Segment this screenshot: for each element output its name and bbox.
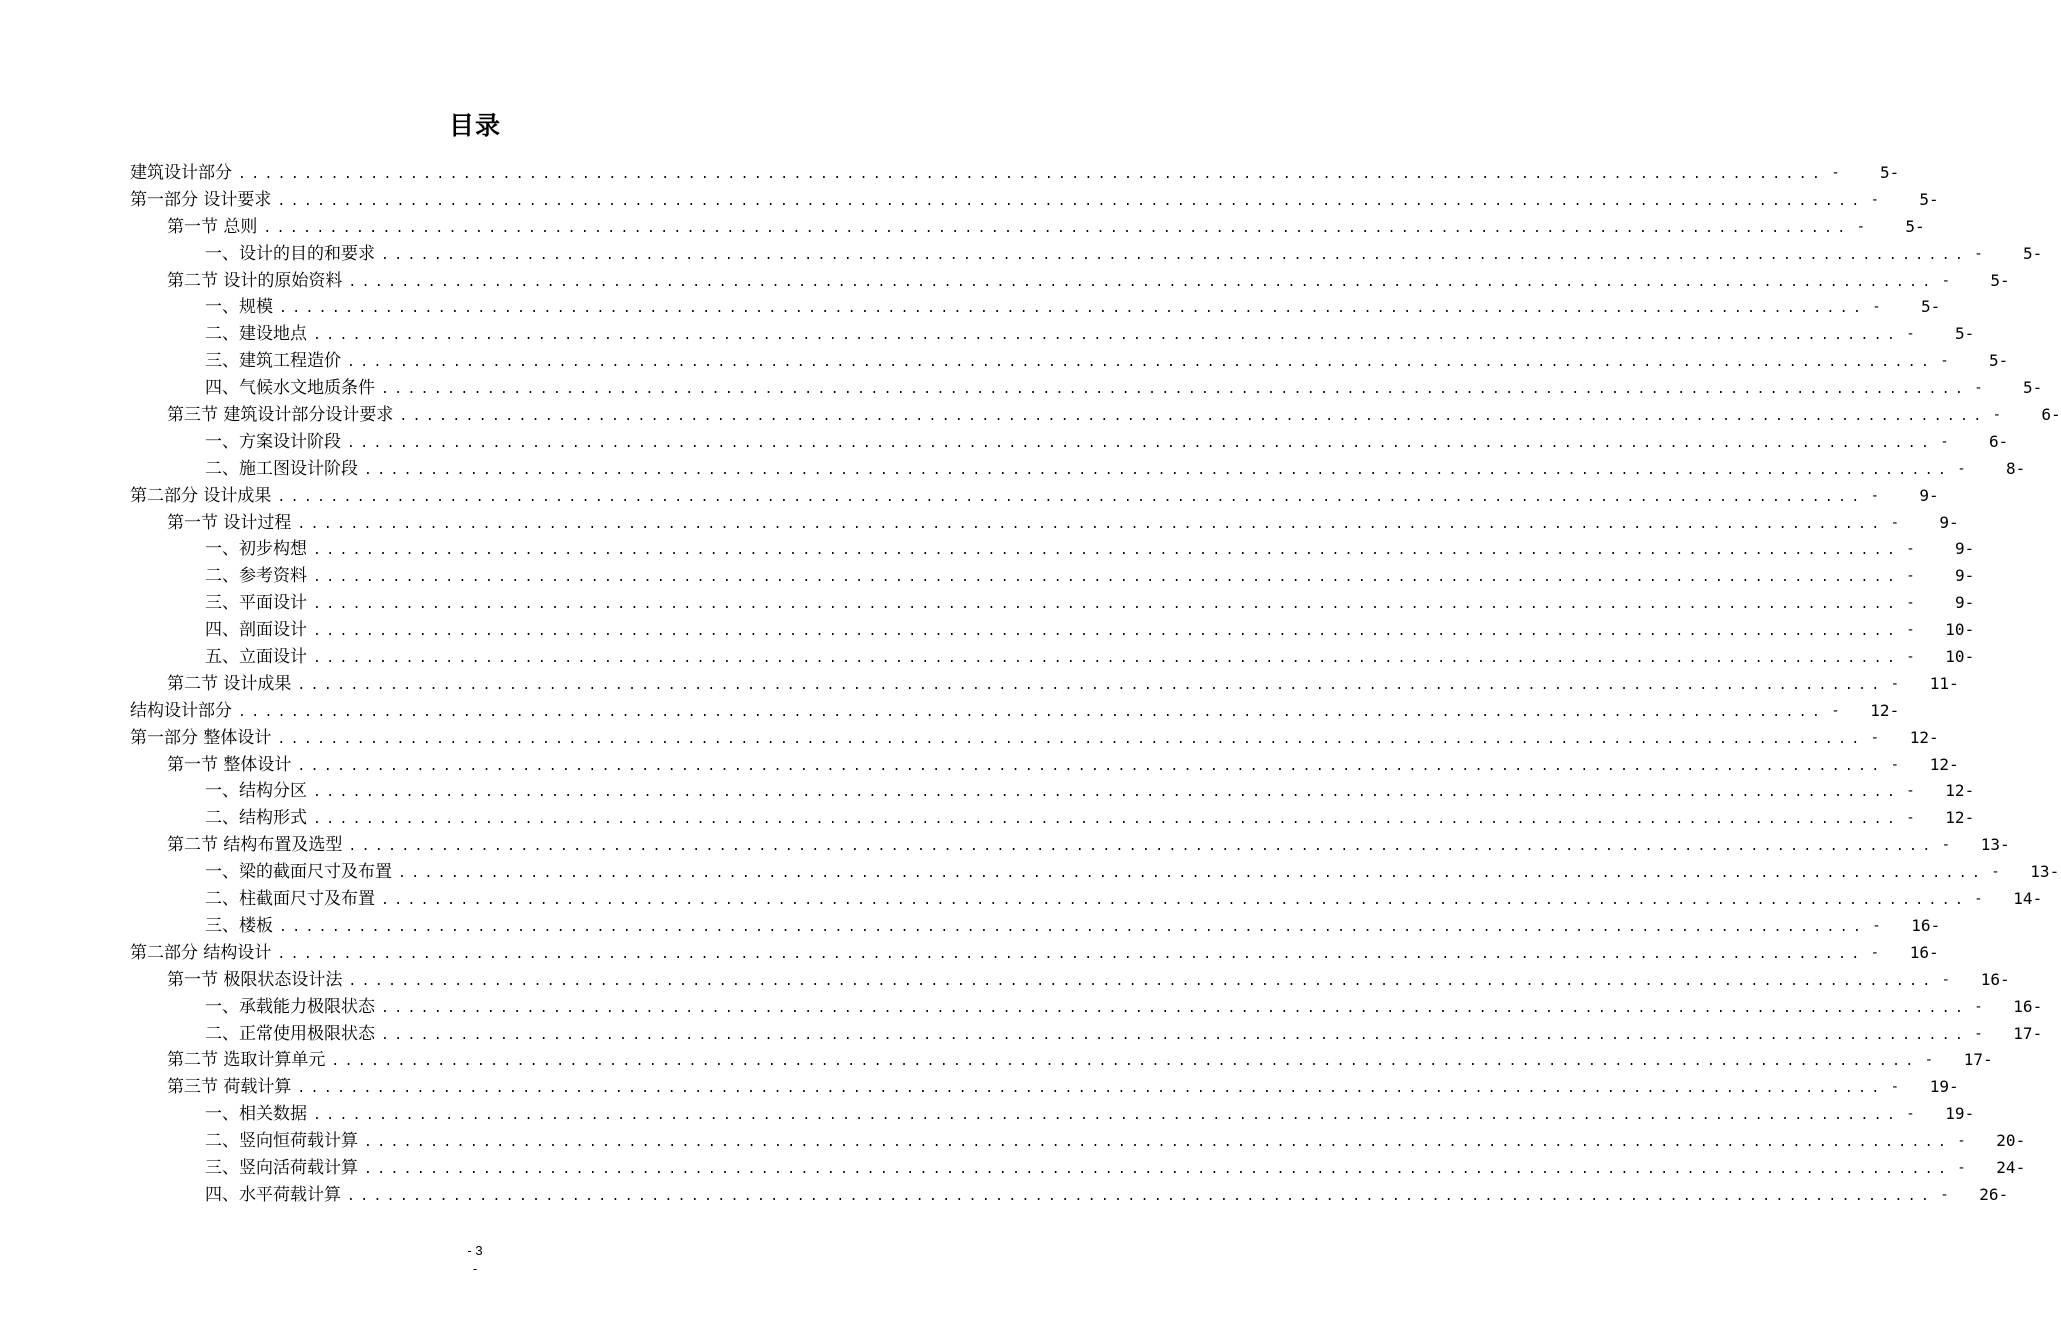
- toc-entry-label: 二、施工图设计阶段: [205, 458, 358, 479]
- toc-page-dash: -: [1974, 1025, 1983, 1042]
- toc-page-number: 11-: [1929, 673, 1959, 693]
- toc-dot-leader: ........................................................................................................................: [313, 1108, 1901, 1124]
- toc-entry-label: 第二节 结构布置及选型: [167, 835, 343, 856]
- toc-entry[interactable]: [0, 644, 1975, 671]
- toc-dot-leader: ........................................................................................................................: [364, 462, 1952, 478]
- toc-entry-label: 三、建筑工程造价: [205, 351, 341, 372]
- toc-dot-leader: ........................................................................................................................: [313, 624, 1901, 640]
- toc-page-dash: -: [1906, 568, 1915, 585]
- toc-page-number: 13-: [1980, 835, 2010, 855]
- toc-dot-leader: ........................................................................................................................: [277, 731, 1865, 747]
- toc-entry[interactable]: [0, 510, 1959, 537]
- toc-dot-leader: ........................................................................................................................: [313, 543, 1901, 559]
- toc-page-dash: -: [1974, 891, 1983, 908]
- toc-page-number: 5-: [2022, 243, 2043, 263]
- toc-page-number: 20-: [1996, 1131, 2026, 1151]
- toc-entry-label: 第三节 荷载计算: [167, 1077, 292, 1098]
- toc-page-dash: -: [1940, 353, 1949, 370]
- toc-page-dash: -: [1890, 1079, 1900, 1096]
- page-number: - 3: [467, 1243, 483, 1258]
- toc-page-number: 5-: [1920, 297, 1941, 317]
- toc-entry[interactable]: [0, 913, 1941, 940]
- toc-dot-leader: ........................................................................................................................: [313, 597, 1901, 613]
- toc-entry-label: 结构设计部分: [130, 700, 232, 721]
- toc-page-dash: -: [1992, 407, 2002, 424]
- toc-page-dash: -: [1906, 622, 1915, 639]
- toc-entry[interactable]: [0, 1074, 1959, 1101]
- toc-dot-leader: ........................................................................................................................: [348, 973, 1936, 989]
- toc-page-number: 16-: [1909, 942, 1939, 962]
- toc-dot-leader: ........................................................................................................................: [313, 812, 1901, 828]
- toc-entry-label: 四、剖面设计: [205, 620, 307, 641]
- toc-page-dash: -: [1831, 165, 1840, 181]
- toc-dot-leader: ........................................................................................................................: [279, 919, 1867, 935]
- toc-page-number: 17-: [1963, 1050, 1993, 1070]
- toc-page-number: 6-: [2041, 405, 2061, 425]
- toc-entry[interactable]: [0, 536, 1975, 563]
- toc-entry-label: 第一节 整体设计: [167, 754, 292, 775]
- toc-dot-leader: ........................................................................................................................: [263, 220, 1851, 236]
- toc-page-dash: -: [1906, 1106, 1915, 1123]
- toc-dot-leader: ........................................................................................................................: [331, 1054, 1919, 1070]
- toc-dot-leader: ........................................................................................................................: [297, 758, 1885, 774]
- toc-entry[interactable]: [0, 805, 1975, 832]
- toc-page-dash: -: [1906, 541, 1915, 558]
- toc-entry[interactable]: [0, 1128, 2026, 1155]
- toc-dot-leader: ........................................................................................................................: [364, 1161, 1952, 1177]
- toc-dot-leader: ........................................................................................................................: [381, 1027, 1969, 1043]
- toc-dot-leader: ........................................................................................................................: [399, 409, 1987, 425]
- toc-entry-label: 二、参考资料: [205, 566, 307, 587]
- toc-page-dash: -: [1872, 917, 1881, 934]
- toc-entry-label: 第一节 极限状态设计法: [167, 969, 343, 990]
- toc-page-number: 9-: [1939, 512, 1959, 532]
- toc-entry[interactable]: [0, 563, 1975, 590]
- toc-dot-leader: ........................................................................................................................: [381, 247, 1969, 263]
- toc-page-dash: -: [1906, 326, 1915, 343]
- toc-entry-label: 四、气候水文地质条件: [205, 378, 375, 399]
- toc-dot-leader: ........................................................................................................................: [277, 193, 1865, 209]
- toc-page-dash: -: [1870, 944, 1880, 961]
- toc-page-dash: -: [1906, 649, 1915, 666]
- toc-entry-label: 一、相关数据: [205, 1104, 307, 1125]
- toc-page-number: 5-: [1954, 324, 1975, 344]
- toc-entry-label: 三、竖向活荷载计算: [205, 1157, 358, 1178]
- toc-entry[interactable]: [0, 1101, 1975, 1128]
- toc-entry[interactable]: [0, 348, 2009, 375]
- toc-entry-label: 一、梁的截面尺寸及布置: [205, 862, 392, 883]
- toc-page-number: 5-: [1905, 216, 1925, 236]
- toc-entry[interactable]: [0, 886, 2043, 913]
- toc-page-dash: -: [1906, 595, 1915, 612]
- toc-page-number: 12-: [1945, 808, 1975, 828]
- toc-entry[interactable]: [0, 752, 1959, 779]
- toc-entry[interactable]: [0, 294, 1941, 321]
- toc-page-dash: -: [1974, 245, 1983, 262]
- toc-page-number: 5-: [1879, 163, 1900, 182]
- toc-page-dash: -: [1906, 810, 1915, 827]
- toc-entry[interactable]: [0, 483, 1939, 510]
- toc-dot-leader: ........................................................................................................................: [313, 651, 1901, 667]
- toc-page-dash: -: [1870, 729, 1880, 746]
- toc-page-number: 9-: [1954, 566, 1975, 586]
- toc-page-number: 5-: [1919, 189, 1939, 209]
- toc-entry-label: 第二节 设计成果: [167, 673, 292, 694]
- toc-page-dash: -: [1957, 460, 1966, 477]
- toc-entry[interactable]: [0, 1182, 2009, 1209]
- toc-entry[interactable]: [0, 187, 1939, 214]
- toc-entry-label: 一、方案设计阶段: [205, 431, 341, 452]
- toc-page-number: 9-: [1919, 485, 1939, 505]
- toc-page-dash: -: [1941, 272, 1951, 289]
- toc-page-number: 5-: [1990, 270, 2010, 290]
- toc-page-number: 12-: [1870, 700, 1900, 720]
- toc-dot-leader: ........................................................................................................................: [347, 435, 1935, 451]
- toc-dot-leader: ........................................................................................................................: [297, 1081, 1885, 1097]
- toc-entry[interactable]: [0, 321, 1975, 348]
- toc-page-number: 16-: [1911, 915, 1941, 935]
- toc-page-number: 10-: [1945, 620, 1975, 640]
- toc-entry[interactable]: [0, 456, 2026, 483]
- toc-page-number: 8-: [2005, 458, 2026, 478]
- toc-page-dash: -: [1974, 380, 1983, 397]
- toc-page-dash: -: [1890, 756, 1900, 773]
- toc-entry-label: 二、正常使用极限状态: [205, 1023, 375, 1044]
- toc-entry-label: 二、建设地点: [205, 324, 307, 345]
- toc-entry[interactable]: [0, 994, 2043, 1021]
- toc-entry[interactable]: [0, 1047, 1993, 1074]
- toc-entry[interactable]: [0, 160, 1900, 187]
- toc-page-dash: -: [1957, 1159, 1966, 1176]
- toc-page-number: 12-: [1945, 781, 1975, 801]
- toc-entry[interactable]: [0, 429, 2009, 456]
- toc-dot-leader: ........................................................................................................................: [297, 677, 1885, 693]
- toc-entry-label: 第二部分 结构设计: [130, 942, 272, 963]
- toc-page-dash: -: [1957, 1133, 1966, 1150]
- toc-entry-label: 第二部分 设计成果: [130, 485, 272, 506]
- toc-page-number: 9-: [1954, 593, 1975, 613]
- toc-dot-leader: ........................................................................................................................: [381, 1000, 1969, 1016]
- toc-page-number: 12-: [1929, 754, 1959, 774]
- toc-dot-leader: ........................................................................................................................: [347, 355, 1935, 371]
- toc-entry[interactable]: [0, 859, 2060, 886]
- toc-entry-label: 一、设计的目的和要求: [205, 243, 375, 264]
- toc-entry-label: 二、结构形式: [205, 808, 307, 829]
- toc-entry[interactable]: [0, 617, 1975, 644]
- toc-entry[interactable]: [0, 698, 1900, 725]
- toc-entry[interactable]: [0, 402, 2061, 429]
- toc-page-dash: -: [1890, 514, 1900, 531]
- toc-page-number: 16-: [1980, 969, 2010, 989]
- toc-dot-leader: ........................................................................................................................: [313, 785, 1901, 801]
- toc-page-dash: -: [1890, 675, 1900, 692]
- toc-entry-label: 五、立面设计: [205, 647, 307, 668]
- toc-page-dash: -: [1872, 299, 1881, 316]
- toc-entry-label: 第三节 建筑设计部分设计要求: [167, 405, 394, 426]
- toc-page-dash: -: [1941, 971, 1951, 988]
- toc-page-number: 5-: [2022, 378, 2043, 398]
- toc-dot-leader: ........................................................................................................................: [277, 946, 1865, 962]
- toc-page-dash: -: [1940, 1186, 1949, 1203]
- toc-entry[interactable]: [0, 590, 1975, 617]
- table-of-contents: [0, 160, 2061, 1209]
- toc-page-number: 9-: [1954, 539, 1975, 559]
- toc-entry-label: 三、平面设计: [205, 593, 307, 614]
- toc-page-number: 19-: [1929, 1077, 1959, 1097]
- toc-entry[interactable]: [0, 832, 2010, 859]
- toc-page-number: 26-: [1979, 1184, 2009, 1204]
- toc-entry[interactable]: [0, 940, 1939, 967]
- toc-dot-leader: ........................................................................................................................: [347, 1188, 1935, 1204]
- toc-entry-label: 建筑设计部分: [130, 163, 232, 183]
- toc-page-number: 5-: [1988, 351, 2009, 371]
- toc-entry[interactable]: [0, 214, 1925, 241]
- toc-dot-leader: ........................................................................................................................: [381, 893, 1969, 909]
- toc-dot-leader: ........................................................................................................................: [313, 328, 1901, 344]
- toc-page-number: 14-: [2013, 889, 2043, 909]
- toc-dot-leader: ........................................................................................................................: [238, 704, 1826, 720]
- toc-page-dash: -: [1870, 191, 1880, 208]
- toc-entry-label: 三、楼板: [205, 915, 273, 936]
- toc-entry[interactable]: [0, 268, 2010, 295]
- toc-page-dash: -: [1906, 783, 1915, 800]
- toc-dot-leader: ........................................................................................................................: [279, 301, 1867, 317]
- toc-entry-label: 第二节 设计的原始资料: [167, 270, 343, 291]
- toc-page-number: 19-: [1945, 1104, 1975, 1124]
- toc-entry[interactable]: [0, 725, 1939, 752]
- toc-entry-label: 一、规模: [205, 297, 273, 318]
- toc-entry[interactable]: [0, 241, 2043, 268]
- toc-entry[interactable]: [0, 778, 1975, 805]
- toc-page-number: 6-: [1988, 431, 2009, 451]
- toc-entry-label: 二、柱截面尺寸及布置: [205, 889, 375, 910]
- toc-entry-label: 第一节 总则: [167, 216, 258, 237]
- toc-dot-leader: ........................................................................................................................: [364, 1135, 1952, 1151]
- page-number-suffix: -: [472, 1261, 478, 1276]
- toc-page-dash: -: [1974, 998, 1983, 1015]
- toc-dot-leader: ........................................................................................................................: [398, 866, 1986, 882]
- toc-page-dash: -: [1940, 433, 1949, 450]
- toc-entry-label: 一、初步构想: [205, 539, 307, 560]
- toc-page-number: 24-: [1996, 1157, 2026, 1177]
- toc-page-dash: -: [1941, 837, 1951, 854]
- toc-entry-label: 第一节 设计过程: [167, 512, 292, 533]
- toc-page-number: 13-: [2030, 862, 2060, 882]
- toc-page-dash: -: [1856, 218, 1866, 235]
- toc-page-number: 10-: [1945, 647, 1975, 667]
- toc-entry-label: 第二节 选取计算单元: [167, 1050, 326, 1071]
- toc-entry-label: 第一部分 设计要求: [130, 189, 272, 210]
- toc-page-number: 12-: [1909, 727, 1939, 747]
- toc-page-number: 17-: [2013, 1023, 2043, 1043]
- toc-entry-label: 二、竖向恒荷载计算: [205, 1131, 358, 1152]
- toc-page-dash: -: [1924, 1052, 1934, 1069]
- toc-page-dash: -: [1991, 864, 2000, 881]
- page-title: 目录: [448, 111, 501, 140]
- toc-dot-leader: ........................................................................................................................: [381, 382, 1969, 398]
- toc-dot-leader: ........................................................................................................................: [277, 489, 1865, 505]
- toc-entry-label: 四、水平荷载计算: [205, 1184, 341, 1205]
- toc-entry-label: 一、结构分区: [205, 781, 307, 802]
- toc-entry[interactable]: [0, 967, 2010, 994]
- toc-dot-leader: ........................................................................................................................: [348, 839, 1936, 855]
- toc-entry[interactable]: [0, 671, 1959, 698]
- toc-entry-label: 一、承载能力极限状态: [205, 996, 375, 1017]
- toc-entry-label: 第一部分 整体设计: [130, 727, 272, 748]
- toc-entry[interactable]: [0, 375, 2043, 402]
- toc-page-dash: -: [1870, 487, 1880, 504]
- page-footer: [0, 1242, 950, 1278]
- toc-page-number: 16-: [2013, 996, 2043, 1016]
- toc-page-dash: -: [1831, 702, 1840, 719]
- toc-dot-leader: ........................................................................................................................: [348, 274, 1936, 290]
- toc-entry[interactable]: [0, 1155, 2026, 1182]
- toc-dot-leader: ........................................................................................................................: [313, 570, 1901, 586]
- toc-entry[interactable]: [0, 1021, 2043, 1048]
- toc-dot-leader: ........................................................................................................................: [238, 167, 1826, 182]
- toc-dot-leader: ........................................................................................................................: [297, 516, 1885, 532]
